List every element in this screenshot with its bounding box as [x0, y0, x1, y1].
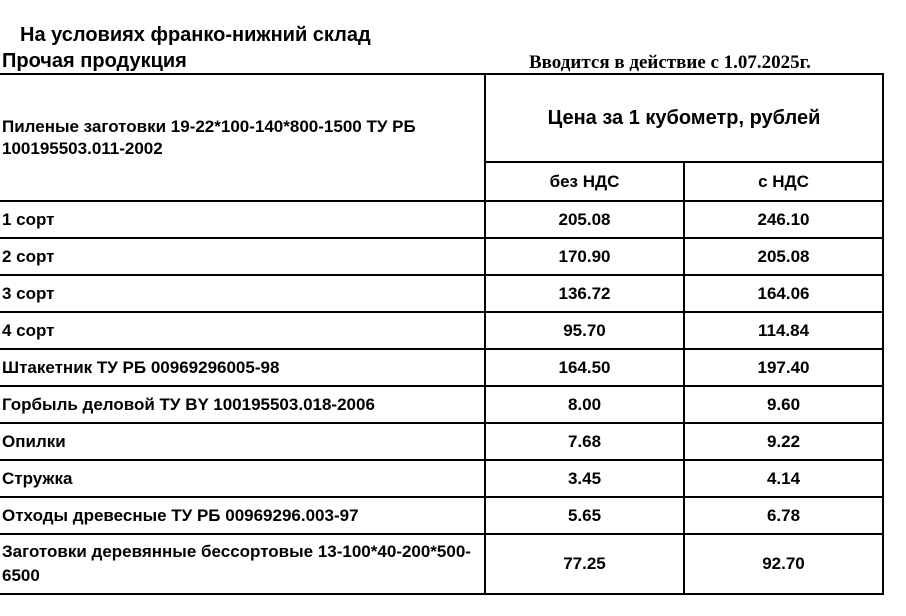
price-with-vat: 4.14	[684, 460, 883, 497]
column-header-with-vat: с НДС	[684, 162, 883, 201]
product-title: Пиленые заготовки 19-22*100-140*800-1500 ТУ РБ 100195503.011-2002	[0, 74, 485, 201]
table-row	[0, 238, 883, 275]
price-without-vat: 164.50	[485, 349, 684, 386]
price-without-vat: 136.72	[485, 275, 684, 312]
product-name: Стружка	[0, 460, 485, 497]
column-header-without-vat: без НДС	[485, 162, 684, 201]
price-with-vat: 205.08	[684, 238, 883, 275]
price-header: Цена за 1 кубометр, рублей	[485, 74, 883, 162]
price-without-vat: 8.00	[485, 386, 684, 423]
table-row	[0, 201, 883, 238]
table-row	[0, 497, 883, 534]
product-name: 3 сорт	[0, 275, 485, 312]
product-name: 4 сорт	[0, 312, 485, 349]
price-with-vat: 6.78	[684, 497, 883, 534]
table-row	[0, 349, 883, 386]
delivery-terms: На условиях франко-нижний склад	[20, 24, 371, 46]
price-without-vat: 170.90	[485, 238, 684, 275]
price-with-vat: 92.70	[684, 534, 883, 594]
category-title: Прочая продукция	[2, 50, 187, 72]
price-table	[0, 73, 884, 595]
price-without-vat: 7.68	[485, 423, 684, 460]
price-with-vat: 9.22	[684, 423, 883, 460]
price-with-vat: 197.40	[684, 349, 883, 386]
price-with-vat: 114.84	[684, 312, 883, 349]
table-row	[0, 534, 883, 594]
table-row	[0, 312, 883, 349]
price-without-vat: 3.45	[485, 460, 684, 497]
product-name: 2 сорт	[0, 238, 485, 275]
product-name: Опилки	[0, 423, 485, 460]
price-with-vat: 164.06	[684, 275, 883, 312]
price-with-vat: 9.60	[684, 386, 883, 423]
table-header-row	[0, 74, 883, 162]
table-row	[0, 423, 883, 460]
price-without-vat: 77.25	[485, 534, 684, 594]
product-name: 1 сорт	[0, 201, 485, 238]
product-name: Отходы древесные ТУ РБ 00969296.003-97	[0, 497, 485, 534]
product-name: Штакетник ТУ РБ 00969296005-98	[0, 349, 485, 386]
table-row	[0, 386, 883, 423]
product-name: Заготовки деревянные бессортовые 13-100*40-200*500-6500	[0, 534, 485, 594]
table-row	[0, 460, 883, 497]
effective-date: Вводится в действие с 1.07.2025г.	[529, 52, 811, 73]
price-without-vat: 5.65	[485, 497, 684, 534]
price-with-vat: 246.10	[684, 201, 883, 238]
table-row	[0, 275, 883, 312]
price-without-vat: 95.70	[485, 312, 684, 349]
price-without-vat: 205.08	[485, 201, 684, 238]
product-name: Горбыль деловой ТУ BY 100195503.018-2006	[0, 386, 485, 423]
